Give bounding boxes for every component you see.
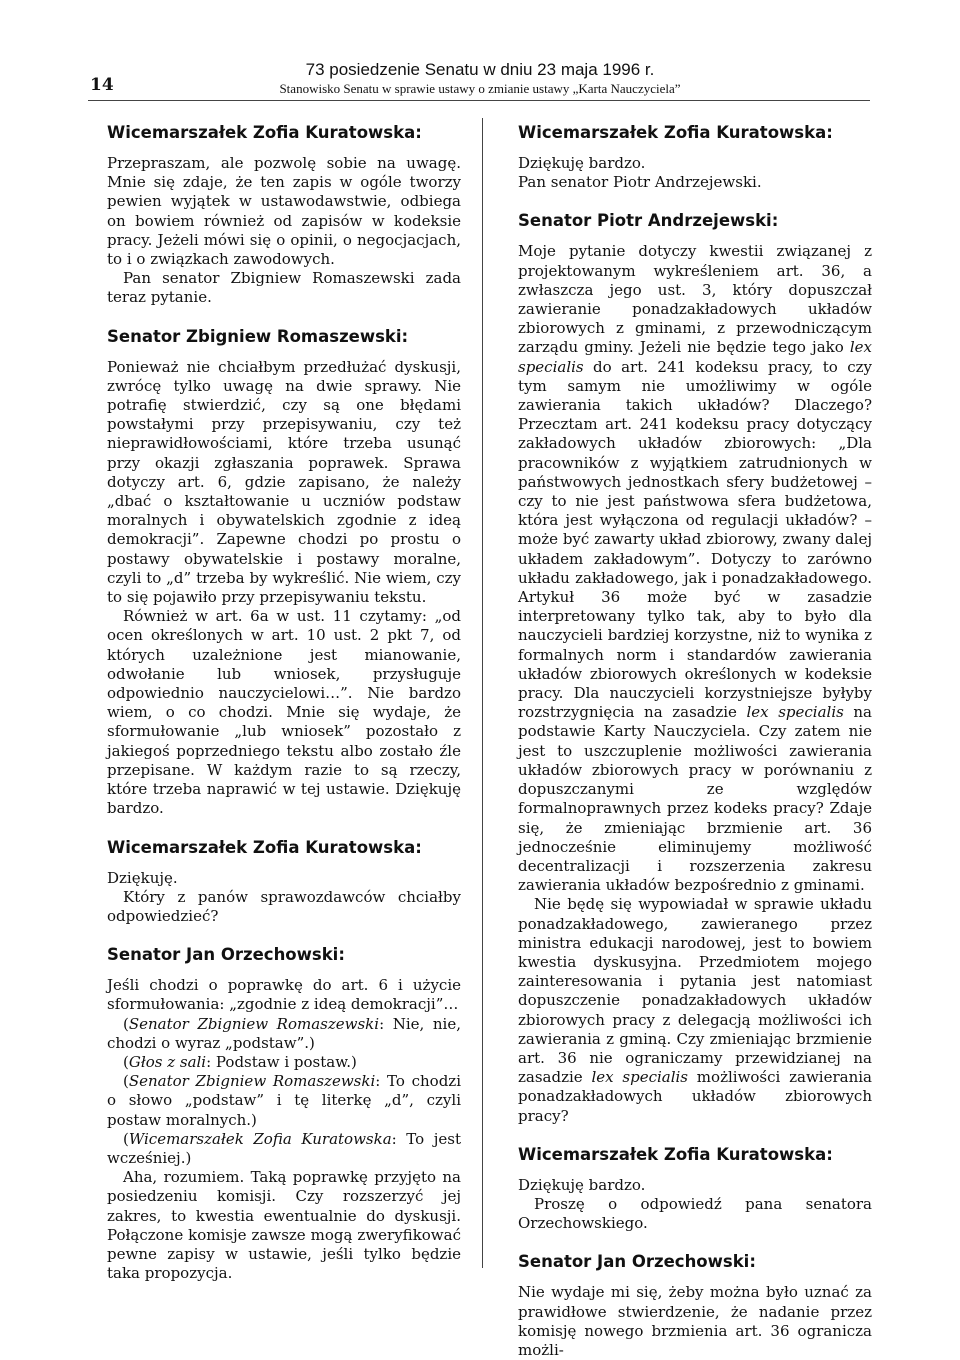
interjection: (Senator Zbigniew Romaszewski: Nie, nie, chodzi o wyraz „podstaw”.) <box>107 1014 462 1052</box>
right-column <box>518 118 872 1360</box>
interjection-speaker: Wicemarszałek Zofia Kuratowska <box>128 1129 392 1148</box>
interjection: (Senator Zbigniew Romaszewski: To chodzi o słowo „podstaw” i tę literkę „d”, czyli postaw moralnych.) <box>107 1072 462 1129</box>
interjection-speaker: Senator Zbigniew Romaszewski <box>128 1072 376 1091</box>
interjection: (Wicemarszałek Zofia Kuratowska: To jest wcześniej.) <box>107 1129 462 1167</box>
speaker-heading: Senator Zbigniew Romaszewski: <box>107 326 409 346</box>
interjection-speaker: Głos z sali <box>128 1052 207 1071</box>
paragraph: Proszę o odpowiedź pana senatora Orzechowskiego. <box>518 1194 872 1233</box>
speaker-heading: Wicemarszałek Zofia Kuratowska: <box>107 123 422 142</box>
paragraph: Moje pytanie dotyczy kwestii związanej z projektowanym wykreśleniem art. 36, a zwłaszcza jego ust. 3, który dopuszczał zawieranie ponadzakładowych układów zbiorowych z gminami, z przewodniczącym zarządu gminy. Jeżeli nie będzie tego jako lex specialis do art. 241 kodeksu pracy, to czy tym samym nie umożliwimy w ogóle zawierania takich układów? Dlaczego? Przecztam art. 241 kodeksu pracy dotyczący zakładowych układów zbiorowych: „Dla pracowników z wyjątkiem zatrudnionych w państwowych jednostkach sfery budżetowej – czy to nie jest państwowa sfera budżetowa, która jest wyłączona od regulacji układów? – może być zawarty układ zbiorowy, zwany dalej układem zakładowym”. Dotyczy to zarówno układu zakładowego, jak i ponadzakładowego. Artykuł 36 może być w zasadzie interpretowany tylko tak, aby to było dla nauczycieli bardziej korzystne, niż to wynika z formalnych norm i standardów zawierania układów zbiorowych określonych w kodeksie pracy. Dla nauczycieli korzystniejsze byłyby rozstrzygnięcia na zasadzie lex specialis na podstawie Karty Nauczyciela. Czy zatem nie jest to uszczuplenie możliwości zawierania układów zbiorowych pracy w porównaniu z dopuszczanymi ze względów formalnoprawnych przez kodeks pracy? Zdaje się, że zmieniając brzmienie art. 36 jednocześnie eliminujemy możliwość decentralizacji i rozszerzenia zakresu zawierania układów bezpośrednio z gminami. <box>518 242 872 895</box>
session-subtitle: Stanowisko Senatu w sprawie ustawy o zmianie ustawy „Karta Nauczyciela” <box>279 81 681 96</box>
speaker-heading: Wicemarszałek Zofia Kuratowska: <box>518 1144 833 1164</box>
header-rule <box>88 100 870 101</box>
column-divider <box>482 118 483 1268</box>
paragraph: Również w art. 6a w ust. 11 czytamy: „od ocen określonych w art. 10 ust. 2 pkt 7, od których uzależnione jest mianowanie, odwołanie lub wniosek, przysługuje odpowiednio nauczycielowi…”. Nie bardzo wiem, o co chodzi. Mnie się wydaje, że sformułowanie „lub wniosek” pozostało z jakiegoś poprzedniego tekstu albo zostało źle przepisane. W każdym razie to są rzeczy, które trzeba naprawić w tej ustawie. Dziękuję bardzo. <box>107 607 461 818</box>
paragraph: Dziękuję. <box>107 868 178 887</box>
session-title: 73 posiedzenie Senatu w dniu 23 maja 1996 r. <box>305 60 655 79</box>
paragraph: Dziękuję bardzo. <box>518 154 646 172</box>
paragraph: Pan senator Zbigniew Romaszewski zada teraz pytanie. <box>107 269 461 307</box>
page-number: 14 <box>90 75 114 95</box>
paragraph: Przepraszam, ale pozwolę sobie na uwagę. Mnie się zdaje, że ten zapis w ogóle tworzy pewien wyjątek w ustawodawstwie, odbiega on bowiem również od zapisów w kodeksie pracy. Jeżeli mówi się o opinii, o negocjacjach, to i o związkach zawodowych. <box>107 154 461 269</box>
latin-term: lex specialis <box>591 1068 689 1087</box>
speaker-heading: Senator Jan Orzechowski: <box>107 945 345 965</box>
left-column <box>107 118 461 1283</box>
speaker-heading: Senator Jan Orzechowski: <box>518 1252 756 1272</box>
paragraph: Aha, rozumiem. Taką poprawkę przyjęto na posiedzeniu komisji. Czy rozszerzyć jej zakres, to kwestia ewentualnie do dyskusji. Połączone komisje zawsze mogą zweryfikować pewne zapisy w ustawie, jeśli tylko będzie taka propozycja. <box>107 1168 461 1283</box>
page-header <box>0 0 960 100</box>
speaker-heading: Wicemarszałek Zofia Kuratowska: <box>107 837 422 857</box>
latin-term: lex specialis <box>746 703 844 722</box>
interjection-speaker: Senator Zbigniew Romaszewski <box>128 1014 380 1033</box>
speaker-heading: Wicemarszałek Zofia Kuratowska: <box>518 123 833 142</box>
interjection: (Głos z sali: Podstaw i postaw.) <box>123 1052 357 1071</box>
paragraph: Nie wydaje mi się, żeby można było uznać za prawidłowe stwierdzenie, że nadanie przez komisję nowego brzmienia art. 36 ogranicza możli- <box>518 1283 872 1359</box>
latin-term: lex specialis <box>518 338 872 376</box>
speaker-heading: Senator Piotr Andrzejewski: <box>518 211 779 231</box>
paragraph: Nie będę się wypowiadał w sprawie układu ponadzakładowego, zawieranego przez ministra edukacji narodowej, jest to bowiem kwestia dyskusyjna. Przedmiotem mojego zainteresowania i pytania jest natomiast dopuszczenie ponadzakładowych układów zbiorowych pracy z delegacją możliwości ich zawierania z gminą. Czy zmieniając brzmienie art. 36 nie ograniczamy przewidzianej na zasadzie lex specialis możliwości zawierania ponadzakładowych układów zbiorowych pracy? <box>518 895 872 1125</box>
paragraph: Ponieważ nie chciałbym przedłużać dyskusji, zwrócę tylko uwagę na dwie sprawy. Nie potrafię stwierdzić, czy są one błędami powstałymi przy przepisywaniu, czy też nieprawidłowościami, które trzeba usunąć przy okazji zgłaszania poprawek. Sprawa dotyczy art. 6, gdzie zapisano, że należy „dbać o kształtowanie u uczniów podstaw moralnych i obywatelskich zgodnie z ideą demokracji”. Zapewne chodzi po prostu o postawy obywatelskie i postawy moralne, czyli to „d” trzeba by wykreślić. Nie wiem, czy to się pojawiło przy przepisywaniu tekstu. <box>107 357 461 607</box>
paragraph: Pan senator Piotr Andrzejewski. <box>518 173 762 192</box>
paragraph: Jeśli chodzi o poprawkę do art. 6 i użycie sformułowania: „zgodnie z ideą demokracji”… <box>107 976 461 1014</box>
paragraph: Dziękuję bardzo. <box>518 1175 646 1194</box>
paragraph: Który z panów sprawozdawców chciałby odpowiedzieć? <box>107 887 461 925</box>
